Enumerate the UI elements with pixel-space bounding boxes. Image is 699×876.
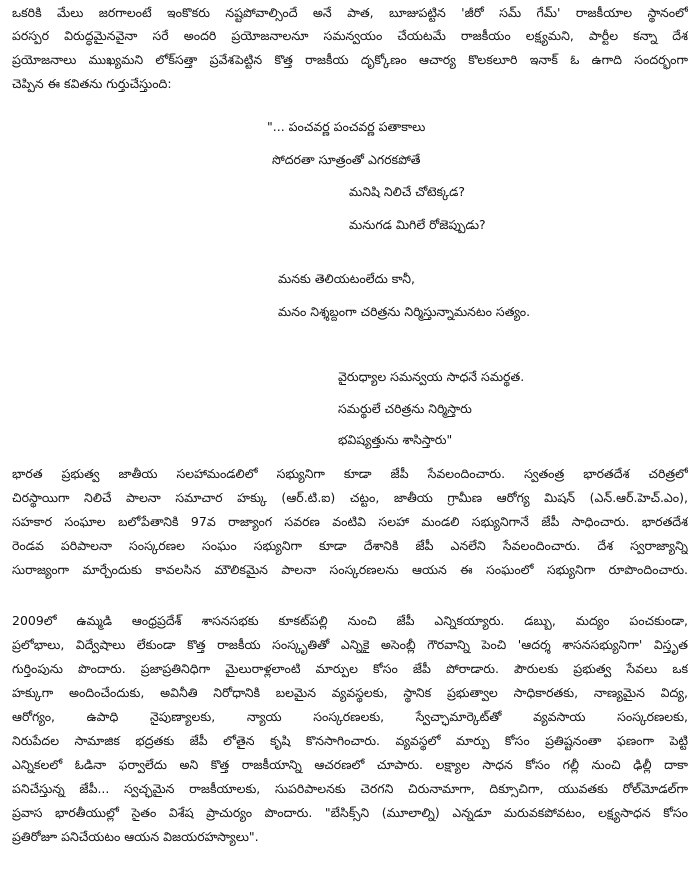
poem-line: "... పంచవర్ణ పంచవర్ణ పతాకాలు	[267, 119, 426, 134]
intro-line: చెప్పిన ఈ కవితను గుర్తుచేస్తుంది:	[12, 76, 172, 91]
paragraph-line: ప్రతిరోజూ పనిచేయటం ఆయన విజయరహస్యాలు".	[12, 829, 259, 844]
paragraph-line: రెండవ పరిపాలనా సంస్కరణల సంఘం సభ్యునిగా కూడా దేశానికి జేపీ ఎనలేని సేవలందించారు. దేశ స్వరాజ్యాన్ని	[12, 538, 688, 553]
poem-line: భవిష్యత్తును శాసిస్తారు"	[338, 432, 453, 447]
paragraph-line: చిరస్థాయిగా నిలిచే పాలనా సమాచార హక్కు (ఆర్.టి.ఐ) చట్టం, జాతీయ గ్రామీణ ఆరోగ్య మిషన్ (ఎన్.ఆర్.హెచ్.ఎం),	[12, 490, 688, 505]
intro-line: పరస్పర విరుద్ధమైనవైనా సరే అందరి ప్రయోజనాలనూ సమన్వయం చేయటమే రాజకీయం లక్ష్యమని, పార్టీల కన్నా దేశ	[12, 28, 688, 43]
poem-line: సోదరతా సూత్రంతో ఎగరకపోతే	[272, 152, 421, 167]
paragraph-line: సురాజ్యంగా మార్చేందుకు కావలసిన మౌలికమైన పాలనా సంస్కరణలను ఆయన ఈ సంఘంలో సభ్యునిగా రూపొందించారు.	[12, 562, 688, 577]
poem-line: మనిషి నిలిచే చోటెక్కడ?	[349, 184, 466, 199]
poem-line: మనుగడ మిగిలే రోజెప్పుడు?	[349, 217, 486, 232]
poem-line: మనం నిశ్శబ్దంగా చరిత్రను నిర్మిస్తున్నామనటం సత్యం.	[278, 304, 531, 319]
paragraph-line: భారత ప్రభుత్వ జాతీయ సలహామండలిలో సభ్యునిగా కూడా జేపీ సేవలందించారు. స్వతంత్ర భారతదేశ చరిత్రలో	[12, 466, 688, 481]
intro-line: ప్రయోజనాలు ముఖ్యమని లోక్‌సత్తా ప్రవేశపెట్టిన కొత్త రాజకీయ దృక్కోణం ఆచార్య కొలకలూరి ఇనాక్ ఓ ఉగాది సందర్భంగా	[12, 52, 688, 67]
paragraph-line: ఎన్నికలలో ఓడినా ఫర్వాలేదు అని కొత్త రాజకీయాన్ని ఆచరణలో చూపారు. లక్ష్యాల సాధన కోసం గల్లీ నుంచి ఢిల్లీ దాకా	[12, 757, 688, 772]
poem-line: సమర్థులే చరిత్రను నిర్మిస్తారు	[338, 401, 472, 416]
paragraph-line: నిరుపేదల సామాజిక భద్రతకు జేపీ లోతైన కృషి కొనసాగించారు. వ్యవస్థలో మార్పు కోసం ప్రతిష్టనంతా ఫణంగా పెట్టి	[12, 733, 688, 748]
intro-line: ఒకరికి మేలు జరగాలంటే ఇంకొకరు నష్టపోవాల్సిందే అనే పాత, బూజుపట్టిన 'జీరో సమ్ గేమ్' రాజకీయాల స్థానంలో	[12, 5, 688, 20]
paragraph-line: 2009లో ఉమ్మడి ఆంధ్రప్రదేశ్ శాసనసభకు కూకట్‌పల్లి నుంచి జేపీ ఎన్నికయ్యారు. డబ్బు, మద్యం పంచకుండా,	[12, 613, 688, 628]
paragraph-line: ప్రవాస భారతీయుల్లో సైతం విశేష ప్రాచుర్యం పొందారు. "బేసిక్స్‌ని (మూలాల్ని) ఎన్నడూ మరువకపోవటం, లక్ష్యసాధన కోసం	[12, 805, 688, 820]
paragraph-line: గుర్తింపును పొందారు. ప్రజాప్రతినిధిగా మైలురాళ్లలాంటి మార్పుల కోసం జేపీ పోరాడారు. పౌరులకు ప్రభుత్వ సేవలు ఒక	[12, 661, 688, 676]
paragraph-line: పనిచేస్తున్న జేపీ... స్వచ్ఛమైన రాజకీయాలకు, సుపరిపాలనకు చెరగని చిరునామాగా, దిక్సూచిగా, యువతకు రోల్‌మోడల్‌గా	[12, 781, 688, 796]
paragraph-line: ప్రలోభాలు, విద్వేషాలు లేకుండా కొత్త రాజకీయ సంస్కృతితో ఎన్నికై అసెంబ్లీ గౌరవాన్ని పెంచి 'ఆదర్శ శాసనసభ్యునిగా' విస్తృత	[12, 637, 688, 652]
poem-line: మనకు తెలియటంలేదు కానీ,	[278, 271, 415, 286]
paragraph-line: సహకార సంఘాల బలోపేతానికి 97వ రాజ్యాంగ సవరణ వంటివి సలహా మండలి సభ్యునిగానే జేపీ సాధించారు. భారతదేశ	[12, 514, 688, 529]
poem-line: వైరుధ్యాల సమన్వయ సాధనే సమర్థత.	[338, 369, 525, 384]
paragraph-line: ఆరోగ్యం, ఉపాధి నైపుణ్యాలకు, న్యాయ సంస్కరణలకు, స్వేచ్ఛామార్కెట్‌తో వ్యవసాయ సంస్కరణలకు,	[12, 709, 688, 724]
paragraph-line: హక్కుగా అందించేందుకు, అవినీతి నిరోధానికి బలమైన వ్యవస్థలకు, స్థానిక ప్రభుత్వాల సాధికారతకు, నాణ్యమైన విద్య,	[12, 685, 688, 700]
